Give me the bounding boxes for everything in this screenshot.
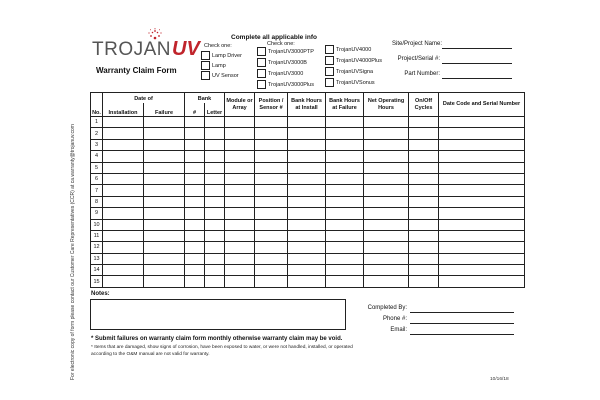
table-row: [91, 230, 525, 241]
table-row: [91, 219, 525, 230]
table-cell[interactable]: [185, 128, 205, 139]
table-cell[interactable]: [326, 162, 364, 173]
table-cell[interactable]: [288, 276, 326, 288]
table-cell[interactable]: [288, 265, 326, 276]
header-bank-hours-install: Bank Hours at Install: [288, 93, 326, 117]
table-cell[interactable]: [185, 265, 205, 276]
header-bank-hours-failure: Bank Hours at Failure: [326, 93, 364, 117]
table-cell[interactable]: [144, 162, 185, 173]
table-cell[interactable]: [409, 253, 439, 264]
table-cell[interactable]: [364, 219, 409, 230]
email-field[interactable]: [410, 334, 514, 335]
table-cell[interactable]: [205, 151, 225, 162]
row-number: 15: [91, 276, 103, 288]
table-cell[interactable]: [364, 208, 409, 219]
option-trojanuv3000plus: TrojanUV3000Plus: [268, 82, 314, 88]
table-cell[interactable]: [185, 151, 205, 162]
table-cell[interactable]: [103, 242, 144, 253]
table-row: [91, 276, 525, 288]
table-cell[interactable]: [364, 173, 409, 184]
table-cell[interactable]: [225, 276, 255, 288]
phone-label: Phone #:: [382, 316, 407, 322]
checkbox-lamp-driver[interactable]: [201, 51, 210, 60]
checkbox-trojanuvsonus[interactable]: [325, 78, 334, 87]
table-cell[interactable]: [185, 208, 205, 219]
table-cell[interactable]: [144, 276, 185, 288]
table-cell[interactable]: [144, 128, 185, 139]
table-cell[interactable]: [409, 173, 439, 184]
table-cell[interactable]: [288, 185, 326, 196]
table-cell[interactable]: [103, 128, 144, 139]
part-number-field[interactable]: [442, 78, 512, 79]
phone-field[interactable]: [410, 323, 514, 324]
table-cell[interactable]: [255, 265, 288, 276]
table-cell[interactable]: [225, 265, 255, 276]
row-number: 1: [91, 117, 103, 128]
table-cell[interactable]: [225, 185, 255, 196]
table-cell[interactable]: [225, 117, 255, 128]
table-cell[interactable]: [255, 139, 288, 150]
table-cell[interactable]: [255, 242, 288, 253]
table-row: [91, 208, 525, 219]
header-bank: Bank: [185, 93, 225, 103]
project-serial-label: Project/Serial #:: [397, 56, 440, 62]
checkbox-trojanuv3000b[interactable]: [257, 58, 266, 67]
table-cell[interactable]: [409, 265, 439, 276]
table-row: [91, 173, 525, 184]
table-cell[interactable]: [225, 128, 255, 139]
table-cell[interactable]: [288, 128, 326, 139]
site-project-name-label: Site/Project Name:: [392, 41, 443, 47]
table-row: [91, 253, 525, 264]
table-cell[interactable]: [205, 117, 225, 128]
table-cell[interactable]: [409, 242, 439, 253]
table-cell[interactable]: [255, 208, 288, 219]
table-cell[interactable]: [225, 219, 255, 230]
table-cell[interactable]: [225, 208, 255, 219]
header-position-sensor: Position / Sensor #: [255, 93, 288, 117]
table-cell[interactable]: [439, 230, 525, 241]
table-cell[interactable]: [205, 230, 225, 241]
table-cell[interactable]: [225, 253, 255, 264]
row-number: 3: [91, 139, 103, 150]
trojan-uv-logo: [92, 38, 200, 62]
table-cell[interactable]: [144, 151, 185, 162]
table-cell[interactable]: [205, 139, 225, 150]
table-cell[interactable]: [439, 128, 525, 139]
table-cell[interactable]: [409, 162, 439, 173]
table-row: [91, 151, 525, 162]
table-cell[interactable]: [288, 196, 326, 207]
table-cell[interactable]: [409, 139, 439, 150]
table-cell[interactable]: [185, 196, 205, 207]
option-trojanuvsigna: TrojanUVSigna: [336, 69, 374, 75]
table-cell[interactable]: [409, 151, 439, 162]
table-cell[interactable]: [409, 196, 439, 207]
table-cell[interactable]: [288, 230, 326, 241]
table-cell[interactable]: [255, 253, 288, 264]
completed-by-field[interactable]: [410, 312, 514, 313]
table-cell[interactable]: [185, 219, 205, 230]
table-cell[interactable]: [144, 219, 185, 230]
table-cell[interactable]: [409, 128, 439, 139]
table-cell[interactable]: [103, 196, 144, 207]
header-date-code-serial: Date Code and Serial Number: [439, 93, 525, 117]
table-cell[interactable]: [103, 208, 144, 219]
table-cell[interactable]: [364, 117, 409, 128]
table-cell[interactable]: [326, 173, 364, 184]
checkbox-uv-sensor[interactable]: [201, 71, 210, 80]
table-cell[interactable]: [103, 219, 144, 230]
table-cell[interactable]: [225, 242, 255, 253]
table-cell[interactable]: [439, 139, 525, 150]
table-cell[interactable]: [144, 265, 185, 276]
table-cell[interactable]: [439, 276, 525, 288]
row-number: 14: [91, 265, 103, 276]
table-cell[interactable]: [225, 162, 255, 173]
table-cell[interactable]: [288, 173, 326, 184]
row-number: 13: [91, 253, 103, 264]
table-cell[interactable]: [185, 242, 205, 253]
notes-label: Notes:: [91, 291, 110, 297]
table-cell[interactable]: [185, 173, 205, 184]
table-cell[interactable]: [205, 196, 225, 207]
notes-field[interactable]: [90, 299, 346, 330]
table-cell[interactable]: [185, 185, 205, 196]
table-row: [91, 185, 525, 196]
table-cell[interactable]: [144, 196, 185, 207]
table-cell[interactable]: [326, 185, 364, 196]
table-cell[interactable]: [144, 208, 185, 219]
table-cell[interactable]: [364, 151, 409, 162]
table-cell[interactable]: [326, 253, 364, 264]
checkbox-trojanuv3000ptp[interactable]: [257, 47, 266, 56]
row-number: 2: [91, 128, 103, 139]
table-cell[interactable]: [326, 117, 364, 128]
table-cell[interactable]: [205, 242, 225, 253]
row-number: 8: [91, 196, 103, 207]
check-one-label-2: Check one:: [267, 41, 295, 47]
header-bank-number: #: [185, 103, 205, 117]
table-cell[interactable]: [225, 196, 255, 207]
row-number: 10: [91, 219, 103, 230]
row-number: 6: [91, 173, 103, 184]
table-cell[interactable]: [144, 230, 185, 241]
table-cell[interactable]: [255, 185, 288, 196]
option-lamp-driver: Lamp Driver: [212, 53, 242, 59]
table-row: [91, 196, 525, 207]
table-cell[interactable]: [326, 219, 364, 230]
header-module-or-array: Module or Array: [225, 93, 255, 117]
table-cell[interactable]: [439, 162, 525, 173]
table-cell[interactable]: [255, 196, 288, 207]
table-cell[interactable]: [409, 185, 439, 196]
table-cell[interactable]: [439, 173, 525, 184]
row-number: 9: [91, 208, 103, 219]
checkbox-trojanuv4000[interactable]: [325, 45, 334, 54]
table-cell[interactable]: [288, 139, 326, 150]
table-cell[interactable]: [439, 151, 525, 162]
table-cell[interactable]: [326, 208, 364, 219]
table-cell[interactable]: [439, 219, 525, 230]
damage-note: * Items that are damaged, show signs of corrosion, have been exposed to water, or were not handled, installed, or operated according to the O&M manual are not valid for warranty.: [91, 345, 353, 357]
table-cell[interactable]: [185, 139, 205, 150]
table-row: [91, 128, 525, 139]
form-title: Warranty Claim Form: [96, 66, 177, 75]
brand-name: TROJAN: [92, 39, 171, 60]
table-cell[interactable]: [409, 276, 439, 288]
table-cell[interactable]: [326, 276, 364, 288]
table-cell[interactable]: [255, 230, 288, 241]
table-cell[interactable]: [205, 162, 225, 173]
table-cell[interactable]: [144, 139, 185, 150]
table-cell[interactable]: [144, 242, 185, 253]
table-cell[interactable]: [225, 139, 255, 150]
table-cell[interactable]: [205, 173, 225, 184]
site-project-name-field[interactable]: [442, 48, 512, 49]
table-cell[interactable]: [409, 219, 439, 230]
table-cell[interactable]: [255, 117, 288, 128]
table-cell[interactable]: [225, 230, 255, 241]
checkbox-lamp[interactable]: [201, 61, 210, 70]
row-number: 4: [91, 151, 103, 162]
option-trojanuv3000b: TrojanUV3000B: [268, 60, 307, 66]
table-cell[interactable]: [288, 151, 326, 162]
table-cell[interactable]: [103, 173, 144, 184]
row-number: 12: [91, 242, 103, 253]
header-no: No.: [91, 93, 103, 117]
table-cell[interactable]: [326, 139, 364, 150]
table-cell[interactable]: [409, 117, 439, 128]
table-cell[interactable]: [205, 208, 225, 219]
header-bank-letter: Letter: [205, 103, 225, 117]
table-cell[interactable]: [326, 151, 364, 162]
table-cell[interactable]: [288, 162, 326, 173]
table-cell[interactable]: [185, 162, 205, 173]
table-cell[interactable]: [144, 173, 185, 184]
table-cell[interactable]: [364, 162, 409, 173]
project-serial-field[interactable]: [442, 63, 512, 64]
header-date-of: Date of: [103, 93, 185, 103]
option-trojanuv4000plus: TrojanUV4000Plus: [336, 58, 382, 64]
row-number: 11: [91, 230, 103, 241]
table-row: [91, 117, 525, 128]
header-failure: Failure: [144, 103, 185, 117]
email-label: Email:: [390, 327, 407, 333]
table-cell[interactable]: [439, 117, 525, 128]
table-cell[interactable]: [103, 117, 144, 128]
table-cell[interactable]: [144, 117, 185, 128]
header-installation: Installation: [103, 103, 144, 117]
check-heading: Complete all applicable info: [231, 34, 317, 41]
table-cell[interactable]: [185, 117, 205, 128]
table-cell[interactable]: [255, 128, 288, 139]
table-row: [91, 162, 525, 173]
table-cell[interactable]: [185, 276, 205, 288]
table-cell[interactable]: [364, 185, 409, 196]
header-net-operating-hours: Net Operating Hours: [364, 93, 409, 117]
table-cell[interactable]: [255, 219, 288, 230]
table-cell[interactable]: [255, 173, 288, 184]
side-contact-note: For electronic copy of form please contact our Customer Care Representatives (CCR) at ca.warranty@trojanuv.com: [70, 124, 76, 380]
option-uv-sensor: UV Sensor: [212, 73, 239, 79]
table-cell[interactable]: [364, 276, 409, 288]
table-cell[interactable]: [288, 253, 326, 264]
table-cell[interactable]: [103, 253, 144, 264]
completed-by-label: Completed By:: [367, 305, 407, 311]
table-row: [91, 265, 525, 276]
table-cell[interactable]: [103, 265, 144, 276]
option-lamp: Lamp: [212, 63, 226, 69]
table-cell[interactable]: [255, 276, 288, 288]
table-cell[interactable]: [409, 230, 439, 241]
table-cell[interactable]: [288, 117, 326, 128]
table-cell[interactable]: [185, 253, 205, 264]
table-cell[interactable]: [326, 230, 364, 241]
table-cell[interactable]: [439, 253, 525, 264]
table-cell[interactable]: [185, 230, 205, 241]
claims-table: [90, 92, 525, 288]
table-cell[interactable]: [288, 242, 326, 253]
table-cell[interactable]: [144, 253, 185, 264]
table-cell[interactable]: [225, 151, 255, 162]
table-cell[interactable]: [364, 253, 409, 264]
table-cell[interactable]: [205, 128, 225, 139]
option-trojanuv4000: TrojanUV4000: [336, 47, 372, 53]
table-cell[interactable]: [103, 151, 144, 162]
table-cell[interactable]: [255, 151, 288, 162]
table-row: [91, 242, 525, 253]
submit-note: * Submit failures on warranty claim form monthly otherwise warranty claim may be void.: [91, 336, 343, 342]
table-cell[interactable]: [255, 162, 288, 173]
table-cell[interactable]: [144, 185, 185, 196]
table-cell[interactable]: [326, 265, 364, 276]
table-cell[interactable]: [103, 162, 144, 173]
table-cell[interactable]: [205, 276, 225, 288]
option-trojanuv3000ptp: TrojanUV3000PTP: [268, 49, 314, 55]
table-cell[interactable]: [205, 185, 225, 196]
check-one-label-1: Check one:: [204, 43, 232, 49]
option-trojanuvsonus: TrojanUVSonus: [336, 80, 375, 86]
table-cell[interactable]: [439, 196, 525, 207]
table-cell[interactable]: [205, 253, 225, 264]
row-number: 5: [91, 162, 103, 173]
table-cell[interactable]: [409, 208, 439, 219]
header-on-off-cycles: On/Off Cycles: [409, 93, 439, 117]
table-cell[interactable]: [103, 185, 144, 196]
table-cell[interactable]: [103, 276, 144, 288]
checkbox-trojanuv4000plus[interactable]: [325, 56, 334, 65]
option-trojanuv3000: TrojanUV3000: [268, 71, 304, 77]
table-cell[interactable]: [326, 242, 364, 253]
checkbox-trojanuv3000plus[interactable]: [257, 80, 266, 89]
table-cell[interactable]: [205, 265, 225, 276]
table-cell[interactable]: [103, 230, 144, 241]
checkbox-trojanuv3000[interactable]: [257, 69, 266, 78]
table-cell[interactable]: [439, 242, 525, 253]
brand-uv: UV: [172, 38, 200, 60]
table-cell[interactable]: [439, 208, 525, 219]
table-cell[interactable]: [288, 219, 326, 230]
table-cell[interactable]: [103, 139, 144, 150]
table-cell[interactable]: [225, 173, 255, 184]
part-number-label: Part Number:: [404, 71, 440, 77]
table-cell[interactable]: [288, 208, 326, 219]
table-cell[interactable]: [326, 196, 364, 207]
table-cell[interactable]: [205, 219, 225, 230]
table-row: [91, 139, 525, 150]
table-cell[interactable]: [439, 185, 525, 196]
table-cell[interactable]: [364, 196, 409, 207]
table-cell[interactable]: [439, 265, 525, 276]
row-number: 7: [91, 185, 103, 196]
table-cell[interactable]: [364, 128, 409, 139]
revision-date: 10/16/18: [490, 377, 509, 382]
table-cell[interactable]: [326, 128, 364, 139]
checkbox-trojanuvsigna[interactable]: [325, 67, 334, 76]
table-cell[interactable]: [364, 230, 409, 241]
table-cell[interactable]: [364, 265, 409, 276]
table-cell[interactable]: [364, 139, 409, 150]
table-cell[interactable]: [364, 242, 409, 253]
